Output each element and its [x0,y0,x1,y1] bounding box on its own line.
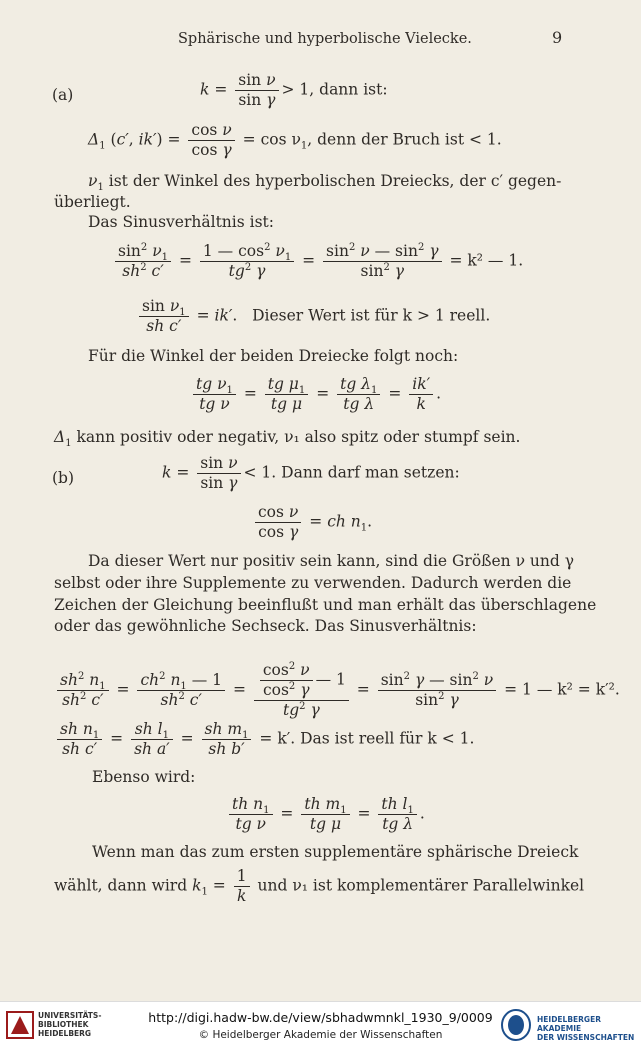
page-number: 9 [552,28,563,47]
footer-bar [0,1001,641,1048]
academy-seal-icon [500,1008,532,1042]
para-1-line-1: $\nu_1$ ist der Winkel des hyperbolischen Dreiecks, der c′ gegen- [88,172,562,193]
label-b: (b) [52,469,75,487]
para-7-line-1: Wenn man das zum ersten supplementäre sphärische Dreieck [92,843,579,861]
label-a: (a) [52,86,74,104]
eq-sh-ratio: $\frac{sh n_1}{\text{sh c′}}$ = $\frac{sh l_1}{\text{sh a′}}$ = $\frac{sh m_1}{\text{sh b′}}$ = k′. Das ist reell für k < 1. [54,720,474,759]
library-name: UNIVERSITÄTS- BIBLIOTHEK HEIDELBERG [38,1011,102,1038]
para-5-line-2: selbst oder ihre Supplemente zu verwenden. Dadurch werden die [54,574,572,592]
eq-sinus-2: $\frac{\sin \nu_1}{\text{sh c′}}$ = ik′. Dieser Wert ist für k > 1 reell. [136,297,490,336]
source-url-link[interactable]: http://digi.hadw-bw.de/view/sbhadwmnkl_1930_9/0009 [148,1010,493,1025]
eq-b2: $\frac{\text{cos ν}}{\text{cos γ}}$ = ch $n_1$. [252,503,372,542]
eq-a2: $\Delta_1$ (c′, ik′) = $\frac{\text{cos ν}}{\text{cos γ}}$ = $\cos \nu_1$, denn der Bruch ist < 1. [88,121,502,159]
para-3: Für die Winkel der beiden Dreiecke folgt noch: [88,347,459,365]
para-5-line-1: Da dieser Wert nur positiv sein kann, sind die Größen ν und γ [88,552,575,570]
copyright-notice: © Heidelberger Akademie der Wissenschaften [198,1029,443,1041]
academy-name: HEIDELBERGER AKADEMIE DER WISSENSCHAFTEN [537,1015,635,1042]
para-5-line-3: Zeichen der Gleichung beeinflußt und man erhält das überschlagene [54,596,597,614]
para-5-line-4: oder das gewöhnliche Sechseck. Das Sinusverhältnis: [54,617,477,635]
eq-a1: k = $\frac{\text{sin ν}}{\text{sin γ}}$ > 1, dann ist: [200,71,388,109]
eq-sinus-b: $\frac{sh^2 n_1}{sh^2 c'}$ = $\frac{ch^2 n_1 — 1}{sh^2 c'}$ = $\frac{\cos^2 \nu}{\cos^2 \gamma}$ — 1 $tg^2$ γ = $\frac{\sin^2 \gamma — \sin^2 \nu}{\sin^2 \gamma}$ = 1 — k² = k′². [54,661,620,720]
para-2: Das Sinusverhältnis ist: [88,213,274,231]
para-1-line-2: überliegt. [54,193,131,211]
eq-th-ratio: $\frac{th n_1}{\text{tg ν}}$ = $\frac{th m_1}{\text{tg μ}}$ = $\frac{th l_1}{\text{tg λ}}$ . [226,795,425,834]
running-title: Sphärische und hyperbolische Vielecke. [178,31,472,47]
para-6: Ebenso wird: [92,768,196,786]
eq-tangent-a: $\frac{tg \nu_1}{\text{tg ν}}$ = $\frac{tg \mu_1}{\text{tg μ}}$ = $\frac{tg \lambda_1}{\text{tg λ}}$ = $\frac{ik'}{k}$ . [190,375,441,414]
para-4: $\Delta_1$ kann positiv oder negativ, ν₁ also spitz oder stumpf sein. [54,428,521,449]
eq-b1: k = $\frac{\text{sin ν}}{\text{sin γ}}$ < 1. Dann darf man setzen: [162,454,460,492]
eq-sinus-1: $\frac{\sin^2 \nu_1}{sh^2 c'}$ = $\frac{1 — \cos^2 \nu_1}{tg^2 \gamma}$ = $\frac{\sin^2 \nu — \sin^2 \gamma}{\sin^2 \gamma}$ = k² — 1. [112,242,523,281]
para-7-line-2: wählt, dann wird $k_1$ = $\frac{1}{k}$ und ν₁ ist komplementärer Parallelwinkel [54,867,585,905]
